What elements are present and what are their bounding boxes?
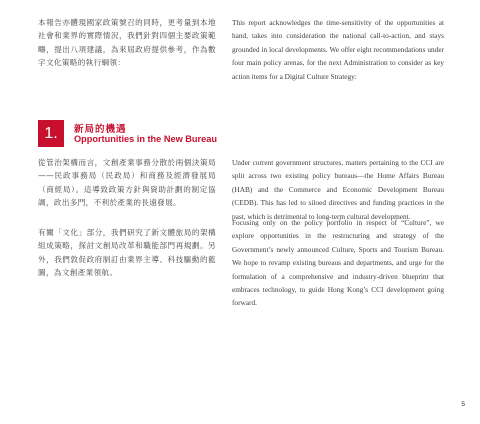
page-number: 5 [461,401,465,408]
body-paragraph-2-en: Focusing only on the policy portfolio in respect of “Culture”, we explore opportunities in the restructuring and strategy of the Government’s newly announced Culture, Sports and Tourism Bureau. We hope to revamp existing bureaus and departments, and urge for the formulation of a comprehensive and industry-driven blueprint that embraces technology, to guide Hong Kong’s CCI development going forward. [232,218,444,308]
section-number-badge: 1. [38,120,64,147]
body-paragraph-1-en: Under current government structures, matters pertaining to the CCI are split across two existing policy bureaus—the Home Affairs Bureau (HAB) and the Commerce and Economic Development Bureau (CEDB). This has led to siloed directives and funding practices in the past, which is detrimental to long-term cultural development. [232,158,444,221]
body-paragraph-1-zh: 從管治架構而言，文創產業事務分散於兩個決策局——民政事務局（民政局）和商務及經濟發展局（商經局）。這導致政策方針與資助計劃的制定協調，政出多門，不利於產業的長遠發展。 [38,158,216,208]
intro-paragraph-zh: 本報告亦體現國家政策號召的同時，更考量到本地社會和業界的實際情況，我們針對四個主要政策範疇，提出八項建議，為來屆政府提供參考，作為數字文化策略的執行綱領： [38,18,216,68]
section-title-zh: 新局的機遇 [74,124,127,135]
body-paragraph-2-zh: 有關「文化」部分，我們研究了新文體旅局的架構組成策略，探討文創局改革和職能部門再規劃。另外，我們敦促政府制訂由業界主導、科技驅動的藍圖，為文創產業領航。 [38,228,216,278]
intro-paragraph-en: This report acknowledges the time-sensitivity of the opportunities at hand, takes into consideration the national call-to-action, and stays grounded in local developments. We offer eight recommendations under four main policy arenas, for the next Administration to consider as key action items for a Digital Culture Strategy: [232,18,444,81]
section-title-en: Opportunities in the New Bureau [74,134,217,144]
section-header [38,120,248,152]
